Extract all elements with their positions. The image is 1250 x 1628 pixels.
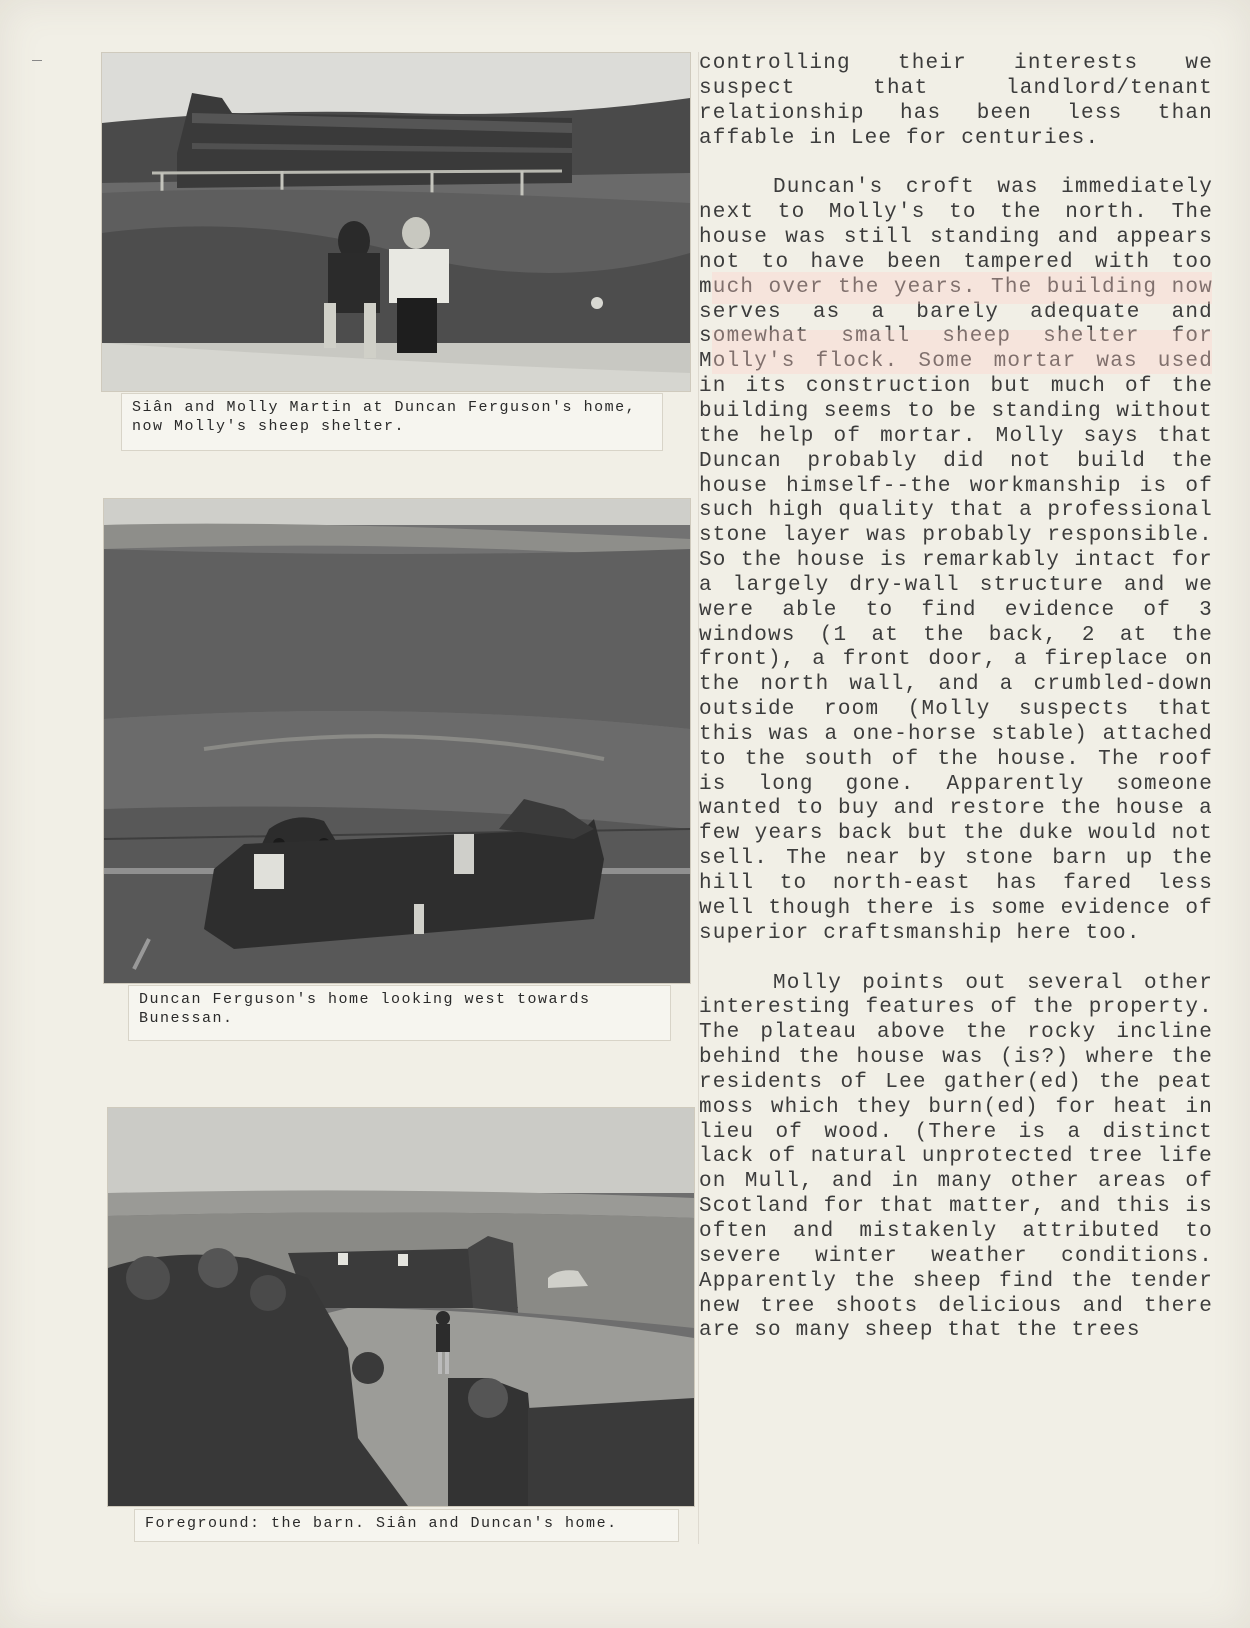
photo-barn-foreground <box>107 1107 695 1507</box>
paragraph-other-features: Molly points out several other interesting features of the property. The plateau above the rocky incline behind the house was (is?) where the residents of Lee gather(ed) the peat moss which they burn(ed) for heat in lieu of wood. (There is a distinct lack of natural unprotected tree life on Mull, and in many other areas of Scotland for that matter, and this is often and mistakenly attributed to severe winter weather conditions. Apparently the sheep find the tender new tree shoots delicious and there are so many sheep that the trees <box>699 971 1213 1343</box>
photo-sian-and-molly <box>101 52 691 392</box>
margin-mark <box>32 60 42 61</box>
tape-highlight <box>712 272 1212 304</box>
caption-photo1: Siân and Molly Martin at Duncan Ferguson's home, now Molly's sheep shelter. <box>121 393 663 451</box>
paragraph-duncans-croft: Duncan's croft was immediately next to Molly's to the north. The house was still standing and appears not to have been tampered with too much over the years. The building now serves as a barely adequate and somewhat small sheep shelter for Molly's flock. Some mortar was used in its construction but much of the building seems to be standing without the help of mortar. Molly says that Duncan probably did not build the house himself--the workmanship is of such high quality that a professional stone layer was probably responsible. So the house is remarkably intact for a largely dry-wall structure and we were able to find evidence of 3 windows (1 at the back, 2 at the front), a front door, a fireplace on the north wall, and a crumbled-down outside room (Molly suspects that this was a one-horse stable) attached to the south of the house. The roof is long gone. Apparently someone wanted to buy and restore the house a few years back but the duke would not sell. The near by stone barn up the hill to north-east has fared less well though there is some evidence of superior craftsmanship here too. <box>699 176 1213 945</box>
caption-photo3: Foreground: the barn. Siân and Duncan's home. <box>134 1509 679 1542</box>
caption-photo2: Duncan Ferguson's home looking west towards Bunessan. <box>128 985 671 1041</box>
photo-duncan-home-west <box>103 498 691 984</box>
tape-highlight <box>712 330 1212 374</box>
paragraph-continuation: controlling their interests we suspect that landlord/tenant relationship has been less than affable in Lee for centuries. <box>699 52 1213 150</box>
